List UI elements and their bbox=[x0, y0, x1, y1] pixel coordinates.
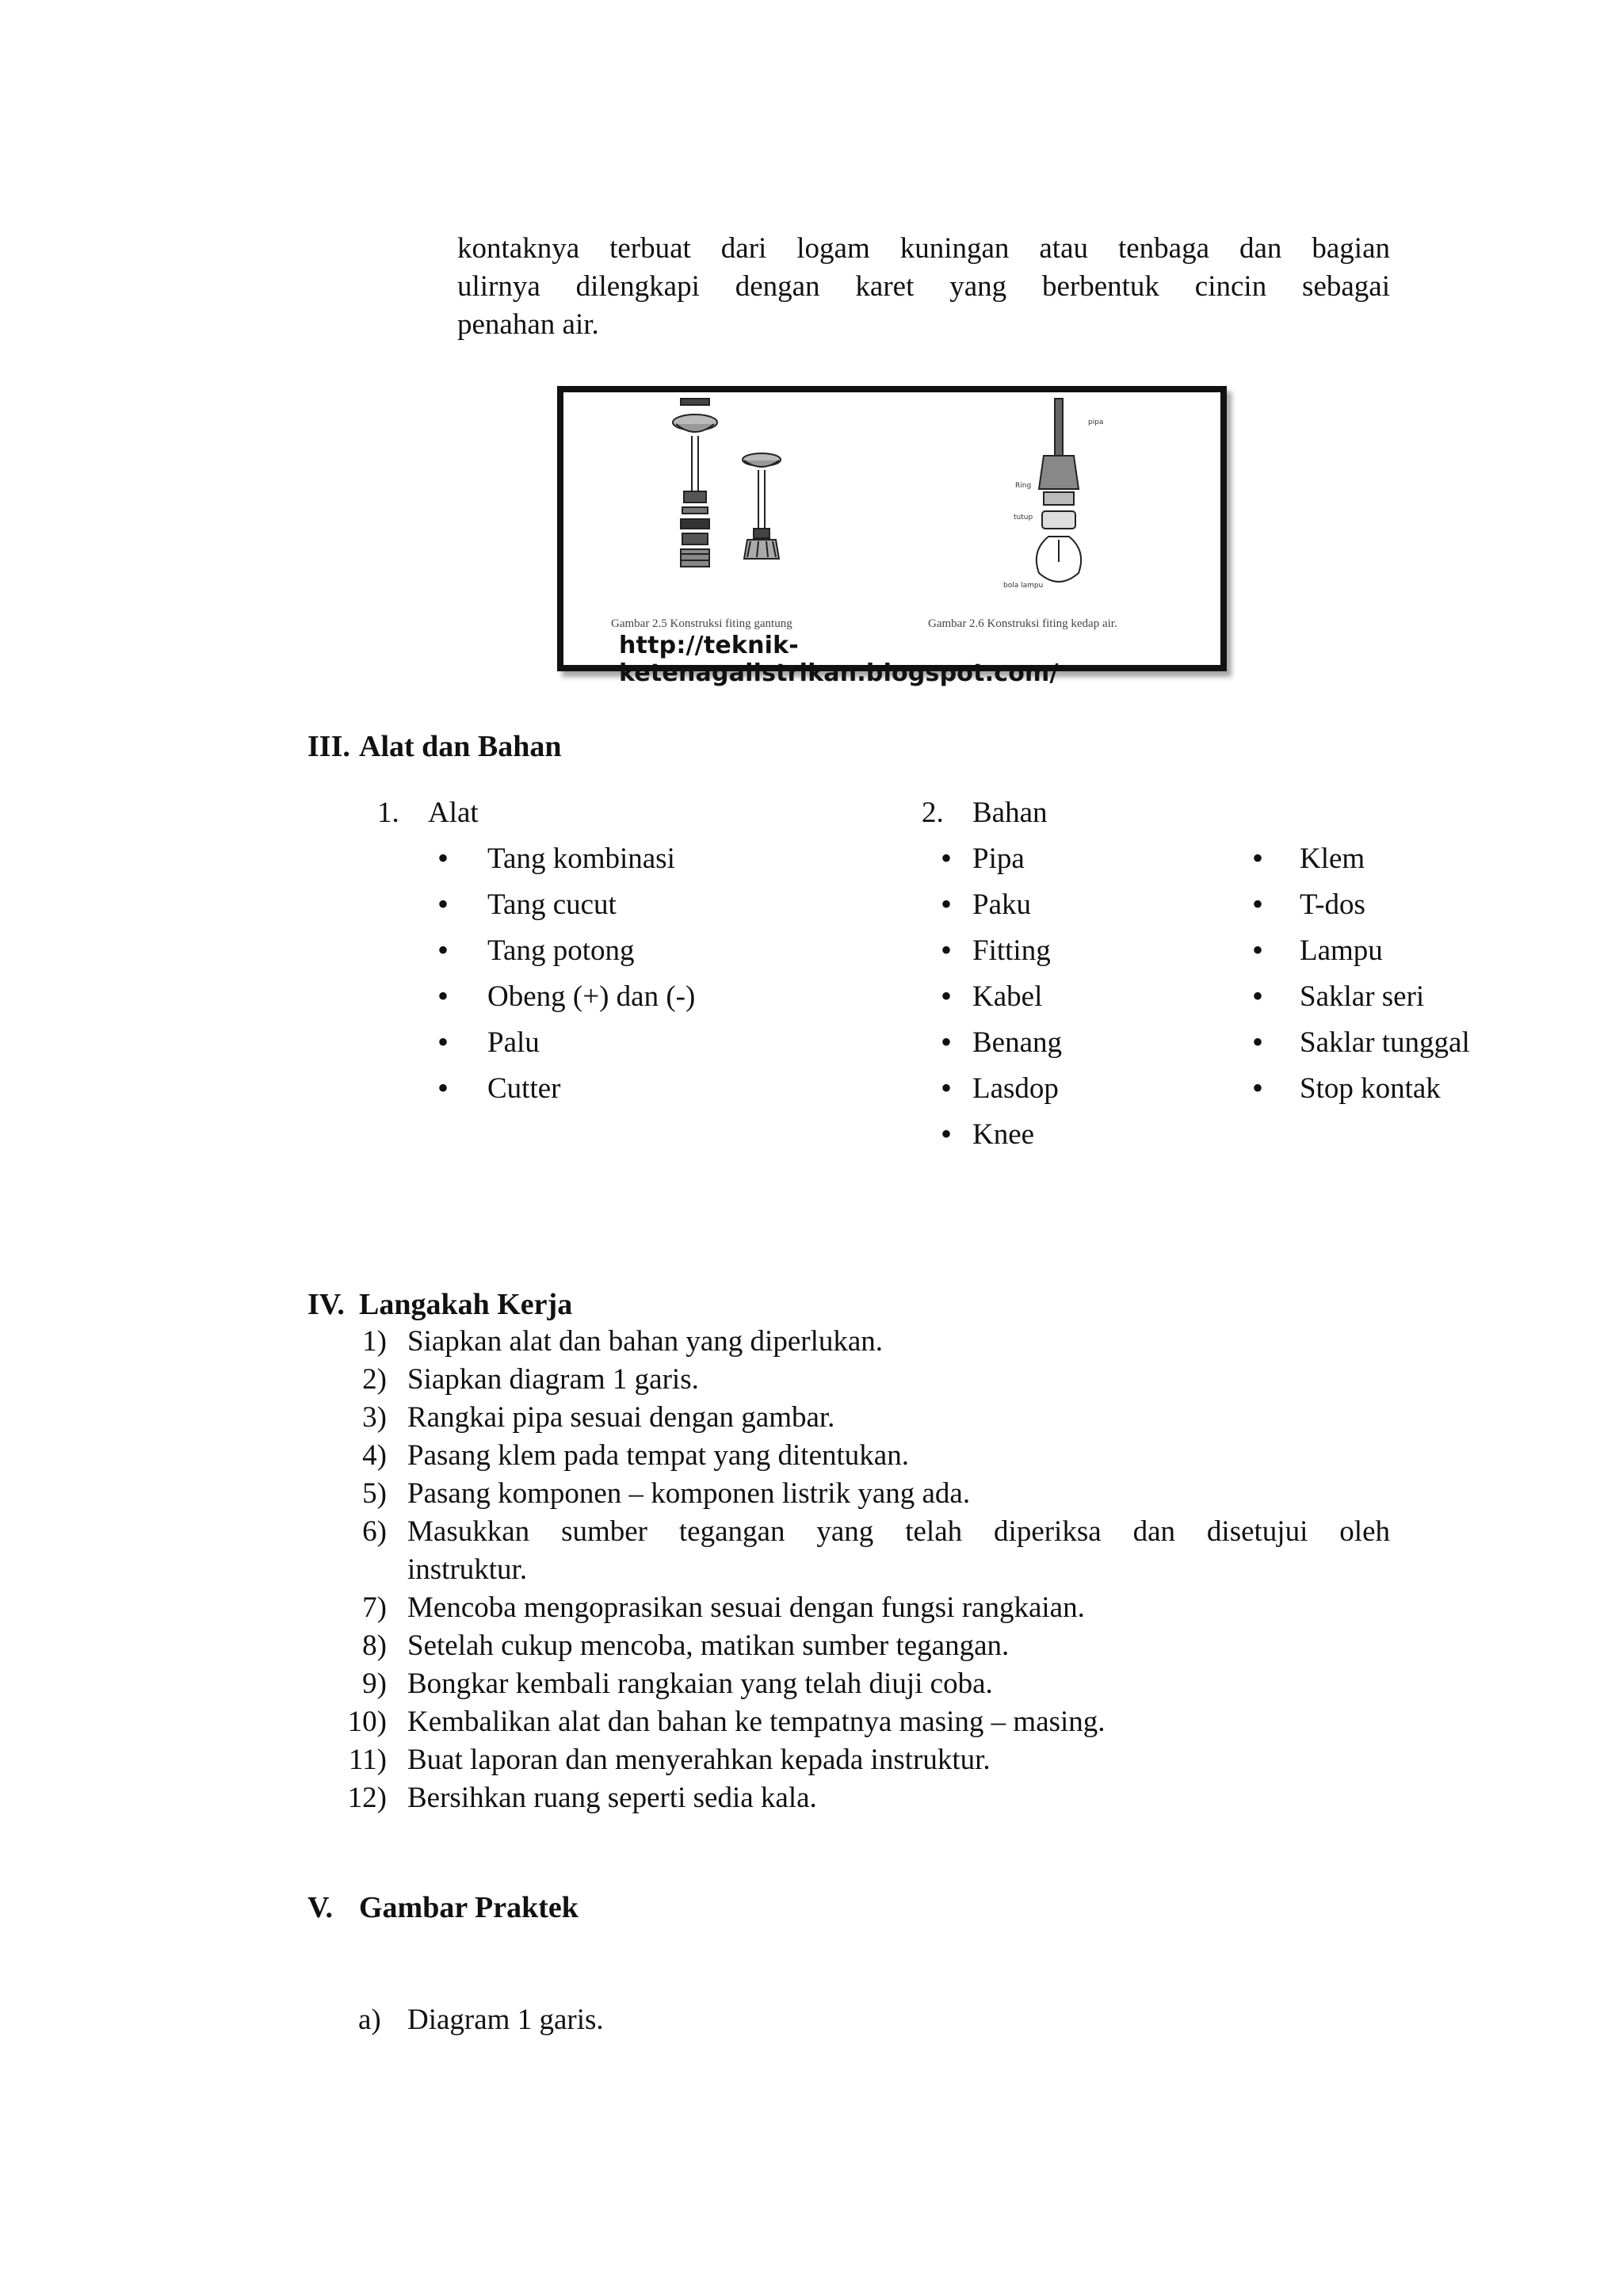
label-ring: Ring bbox=[1015, 482, 1032, 490]
source-url: http://teknik-ketenagalistrikan.blogspot.com/ bbox=[619, 632, 1059, 687]
list-item: Obeng (+) dan (-) bbox=[487, 980, 696, 1013]
section-3-title: Alat dan Bahan bbox=[359, 730, 562, 763]
fitting-figure bbox=[557, 386, 1227, 687]
step-text: Setelah cukup mencoba, matikan sumber tegangan. bbox=[407, 1629, 1010, 1662]
step-text: Siapkan alat dan bahan yang diperlukan. bbox=[407, 1325, 884, 1358]
caption-left: Gambar 2.5 Konstruksi fiting gantung bbox=[611, 617, 792, 630]
list-item: Saklar seri bbox=[1300, 980, 1425, 1013]
bullet-icon: • bbox=[437, 932, 449, 968]
bullet-icon: • bbox=[941, 1024, 953, 1060]
intro-line-3: penahan air. bbox=[457, 308, 599, 341]
sub-item-text: Diagram 1 garis. bbox=[407, 2004, 604, 2036]
bahan-label: Bahan bbox=[972, 797, 1048, 829]
step-number: 5) bbox=[362, 1477, 387, 1510]
alat-number: 1. bbox=[377, 797, 399, 829]
list-item: Palu bbox=[487, 1026, 540, 1059]
step-number: 4) bbox=[362, 1439, 387, 1472]
list-item: Knee bbox=[972, 1118, 1035, 1151]
list-item: Lampu bbox=[1300, 934, 1383, 967]
list-item: T-dos bbox=[1300, 888, 1365, 921]
step-text: Masukkan sumber tegangan yang telah diperiksa dan disetujui oleh bbox=[407, 1515, 1390, 1548]
label-bola-lampu: bola lampu bbox=[1003, 582, 1044, 590]
bullet-icon: • bbox=[941, 978, 953, 1014]
bullet-icon: • bbox=[1252, 886, 1264, 922]
step-number: 12) bbox=[347, 1782, 387, 1814]
alat-label: Alat bbox=[428, 797, 479, 829]
bullet-icon: • bbox=[941, 1070, 953, 1106]
step-number: 3) bbox=[362, 1401, 387, 1434]
list-item: Kabel bbox=[972, 980, 1043, 1013]
list-item: Tang kombinasi bbox=[487, 842, 675, 875]
list-item: Lasdop bbox=[972, 1072, 1059, 1105]
step-number: 11) bbox=[349, 1744, 387, 1776]
step-number: 1) bbox=[362, 1325, 387, 1358]
bullet-icon: • bbox=[437, 978, 449, 1014]
step-text: Bongkar kembali rangkaian yang telah diuji coba. bbox=[407, 1668, 993, 1700]
step-text: Mencoba mengoprasikan sesuai dengan fungsi rangkaian. bbox=[407, 1591, 1085, 1624]
intro-line-2: ulirnya dilengkapi dengan karet yang berbentuk cincin sebagai bbox=[457, 270, 1390, 303]
intro-paragraph bbox=[457, 230, 1390, 344]
step-number: 8) bbox=[362, 1629, 387, 1662]
list-item: Fitting bbox=[972, 934, 1051, 967]
bullet-icon: • bbox=[941, 840, 953, 876]
list-item: Saklar tunggal bbox=[1300, 1026, 1470, 1059]
list-item: Pipa bbox=[972, 842, 1025, 875]
list-item: Tang potong bbox=[487, 934, 635, 967]
intro-line-1: kontaknya terbuat dari logam kuningan atau tenbaga dan bagian bbox=[457, 232, 1390, 265]
label-pipa: pipa bbox=[1088, 418, 1104, 426]
bullet-icon: • bbox=[437, 1024, 449, 1060]
step-text: Buat laporan dan menyerahkan kepada instruktur. bbox=[407, 1744, 991, 1776]
section-4-title: Langakah Kerja bbox=[359, 1288, 573, 1321]
section-5-title: Gambar Praktek bbox=[359, 1891, 579, 1924]
bullet-icon: • bbox=[437, 1070, 449, 1106]
step-number: 6) bbox=[362, 1515, 387, 1548]
list-item: Cutter bbox=[487, 1072, 561, 1105]
list-item: Klem bbox=[1300, 842, 1365, 875]
list-item: Tang cucut bbox=[487, 888, 617, 921]
bullet-icon: • bbox=[1252, 932, 1264, 968]
section-5-number: V. bbox=[307, 1891, 334, 1924]
bullet-icon: • bbox=[1252, 840, 1264, 876]
bullet-icon: • bbox=[941, 932, 953, 968]
sub-item-number: a) bbox=[358, 2004, 381, 2036]
section-4-number: IV. bbox=[307, 1288, 345, 1321]
list-item: Paku bbox=[972, 888, 1031, 921]
bullet-icon: • bbox=[941, 886, 953, 922]
section-3-number: III. bbox=[307, 730, 350, 763]
step-text: Kembalikan alat dan bahan ke tempatnya masing – masing. bbox=[407, 1706, 1106, 1738]
bullet-icon: • bbox=[437, 840, 449, 876]
step-text: Pasang komponen – komponen listrik yang ada. bbox=[407, 1477, 971, 1510]
bullet-icon: • bbox=[1252, 1024, 1264, 1060]
step-text: Rangkai pipa sesuai dengan gambar. bbox=[407, 1401, 835, 1434]
bullet-icon: • bbox=[941, 1116, 953, 1152]
list-item: Stop kontak bbox=[1300, 1072, 1441, 1105]
step-text: Bersihkan ruang seperti sedia kala. bbox=[407, 1782, 817, 1814]
label-tutup: tutup bbox=[1014, 514, 1033, 521]
bullet-icon: • bbox=[1252, 978, 1264, 1014]
step-number: 7) bbox=[362, 1591, 387, 1624]
step-text: Pasang klem pada tempat yang ditentukan. bbox=[407, 1439, 909, 1472]
step-number: 2) bbox=[362, 1363, 387, 1396]
step-text: Siapkan diagram 1 garis. bbox=[407, 1363, 699, 1396]
bahan-number: 2. bbox=[922, 797, 944, 829]
list-item: Benang bbox=[972, 1026, 1063, 1059]
bullet-icon: • bbox=[1252, 1070, 1264, 1106]
caption-right: Gambar 2.6 Konstruksi fiting kedap air. bbox=[928, 617, 1117, 630]
step-number: 10) bbox=[347, 1706, 387, 1738]
step-text-continued: instruktur. bbox=[407, 1553, 528, 1586]
step-number: 9) bbox=[362, 1668, 387, 1700]
bullet-icon: • bbox=[437, 886, 449, 922]
